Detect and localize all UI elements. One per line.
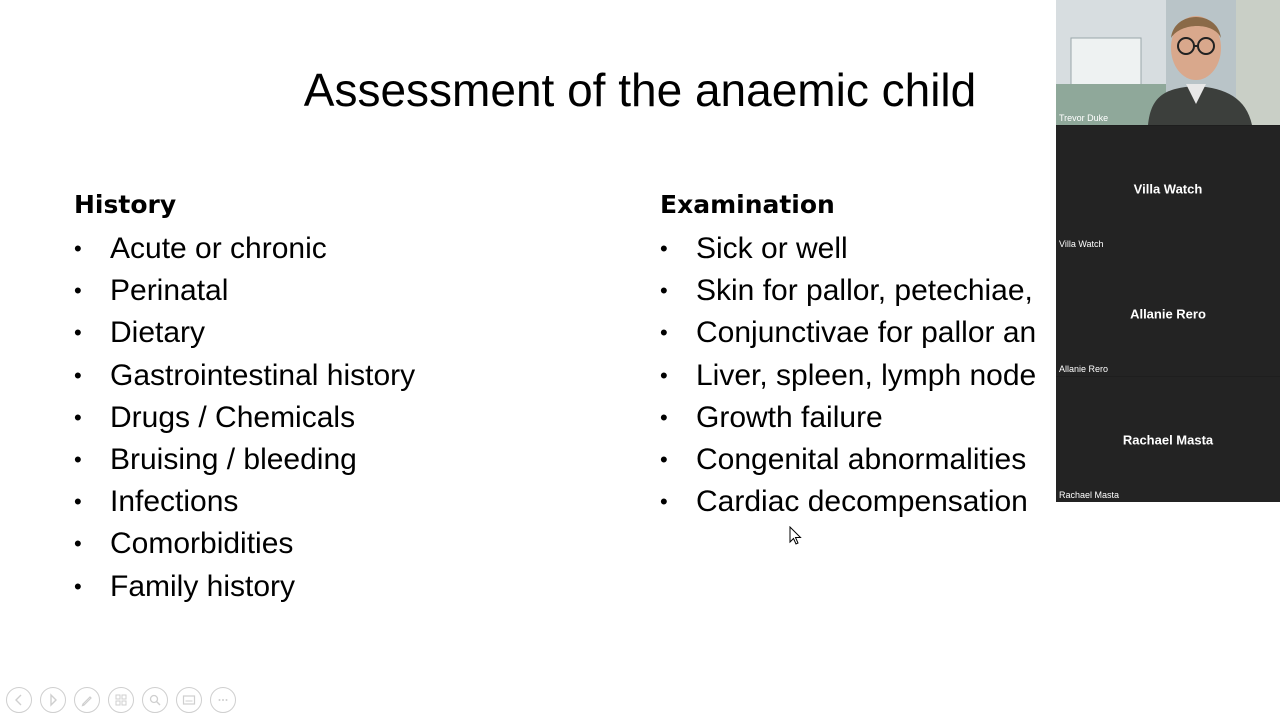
participant-tile[interactable] [1056,251,1280,376]
bullet: • [74,573,82,599]
list-item: • Sick or well [660,228,1036,270]
subtitles-icon [182,693,196,707]
bullet: • [660,236,668,261]
history-list [74,228,415,608]
participant-tile[interactable] [1056,126,1280,251]
participant-tile[interactable] [1056,377,1280,502]
history-heading: History [74,190,177,219]
bullet: • [74,278,82,304]
list-item: • Drugs / Chemicals [74,397,415,439]
bullet: • [74,236,82,261]
bullet: • [74,446,82,472]
slideshow-toolbar [6,687,236,713]
examination-list [660,228,1036,523]
more-options-button[interactable] [210,687,236,713]
list-item: • Gastrointestinal history [74,355,415,397]
list-item: • Bruising / bleeding [74,439,415,481]
list-item: • Acute or chronic [74,228,415,270]
bullet: • [660,446,668,472]
participant-name: Villa Watch [1133,181,1203,196]
list-item: • Conjunctivae for pallor an [660,312,1036,354]
list-item: • Growth failure [660,397,1036,439]
list-item: • Perinatal [74,270,415,312]
pen-button[interactable] [74,687,100,713]
bullet: • [74,320,82,346]
more-options-icon [216,693,230,707]
participant-label: Trevor Duke [1059,113,1109,123]
pen-icon [80,693,94,707]
slide-title: Assessment of the anaemic child [303,64,977,116]
bullet: • [74,531,82,557]
participant-name: Allanie Rero [1130,306,1206,321]
slides-grid-icon [114,693,128,707]
webcam-video [1056,0,1280,125]
see-all-slides-button[interactable] [108,687,134,713]
zoom-icon [148,693,162,707]
bullet: • [660,489,668,515]
bullet: • [660,278,668,304]
previous-slide-icon [12,693,26,707]
subtitles-button[interactable] [176,687,202,713]
next-slide-button[interactable] [40,687,66,713]
bullet: • [660,320,668,346]
bullet: • [74,404,82,430]
previous-slide-button[interactable] [6,687,32,713]
participant-tile-video[interactable] [1056,0,1280,125]
bullet: • [660,404,668,430]
bullet: • [74,362,82,388]
list-item: • Infections [74,481,415,523]
list-item: • Dietary [74,312,415,354]
list-item: • Congenital abnormalities [660,439,1036,481]
bullet: • [660,362,668,388]
list-item: • Family history [74,566,415,608]
list-item: • Skin for pallor, petechiae, [660,270,1036,312]
list-item: • Liver, spleen, lymph node [660,355,1036,397]
bullet: • [74,489,82,515]
list-item: • Cardiac decompensation [660,481,1036,523]
next-slide-icon [46,693,60,707]
participant-label: Villa Watch [1059,239,1104,249]
zoom-button[interactable] [142,687,168,713]
participant-label: Rachael Masta [1059,490,1120,500]
list-item: • Comorbidities [74,523,415,565]
participant-label: Allanie Rero [1059,364,1109,374]
participant-name: Rachael Masta [1122,432,1214,447]
examination-heading: Examination [660,190,835,219]
participants-panel [1056,0,1280,502]
mouse-cursor-icon [789,526,803,546]
